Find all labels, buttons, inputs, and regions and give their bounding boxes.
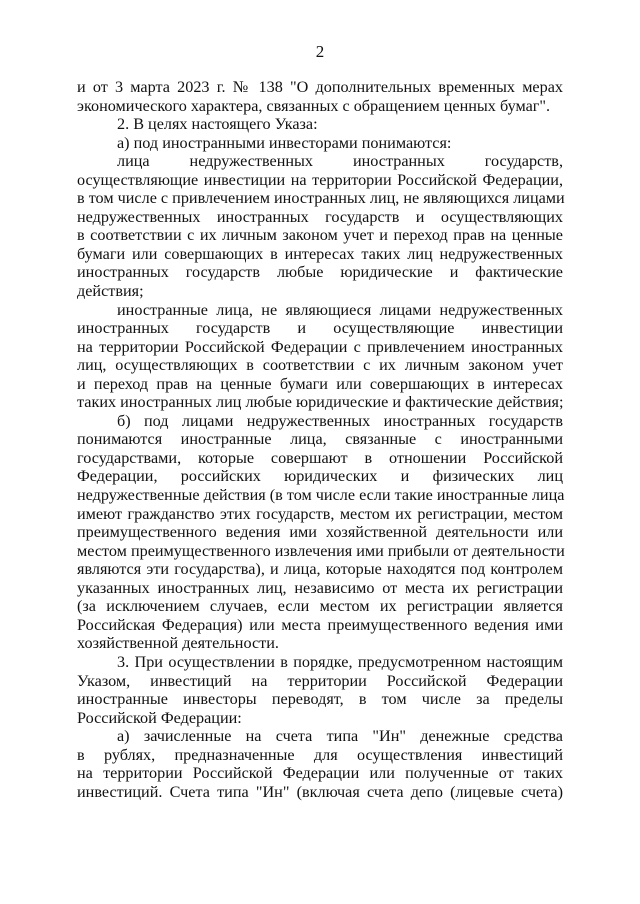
text-line: местом преимущественного извлечения ими прибыли от деятельности [77,541,565,560]
text-line: преимущественного ведения ими хозяйственной деятельности или [77,523,563,542]
text-line: указанных иностранных лиц, независимо от места их регистрации [77,578,563,597]
text-line: государствами, которые совершают в отношении Российской [77,448,563,467]
text-line: (за исключением случаев, если местом их регистрации является [77,597,563,616]
text-line: осуществляющие инвестиции на территории Российской Федерации, [77,170,563,189]
text-line: лица недружественных иностранных государств, [117,152,563,171]
text-line: на территории Российской Федерации с привлечением иностранных [77,337,563,356]
text-line: экономического характера, связанных с обращением ценных бумаг". [77,96,551,115]
text-line: бумаги или совершающих в интересах таких лиц недружественных [77,244,563,263]
text-line: а) под иностранными инвесторами понимаются: [117,133,452,152]
text-line: имеют гражданство этих государств, местом их регистрации, местом [77,504,563,523]
text-line: Российской Федерации: [77,708,242,727]
text-line: хозяйственной деятельности. [77,634,279,653]
text-line: Российская Федерация) или места преимущественного ведения ими [77,615,563,634]
page-number: 2 [315,42,325,61]
text-line: иностранные инвесторы переводят, в том числе за пределы [77,690,563,709]
text-line: Указом, инвестиций на территории Российской Федерации [77,671,563,690]
document-body [77,78,563,801]
text-line: являются эти государства), и лица, которые находятся под контролем [77,560,563,579]
text-line: и переход прав на ценные бумаги или совершающих в интересах [77,374,563,393]
text-line: в том числе с привлечением иностранных лиц, не являющихся лицами [77,189,565,208]
text-line: на территории Российской Федерации или полученные от таких [77,764,563,783]
text-line: таких иностранных лиц любые юридические и фактические действия; [77,393,564,412]
text-line: иностранных государств и осуществляющие инвестиции [77,319,563,338]
text-line: иностранных государств любые юридические и фактические [77,263,563,282]
text-line: инвестиций. Счета типа "Ин" (включая счета депо (лицевые счета) [77,782,563,801]
text-line: и от 3 марта 2023 г. № 138 "О дополнительных временных мерах [77,78,563,96]
text-line: недружественных иностранных государств и осуществляющих [77,207,563,226]
text-line: в соответствии с их личным законом учет и переход прав на ценные [77,226,563,245]
text-line: а) зачисленные на счета типа "Ин" денежные средства [117,727,563,746]
text-line: действия; [77,282,144,301]
text-line: иностранные лица, не являющиеся лицами недружественных [117,300,563,319]
text-line: 2. В целях настоящего Указа: [117,115,318,134]
text-line: лиц, осуществляющих в соответствии с их личным законом учет [77,356,563,375]
text-line: б) под лицами недружественных иностранных государств [117,411,563,430]
text-line: Федерации, российских юридических и физических лиц [77,467,563,486]
text-line: 3. При осуществлении в порядке, предусмотренном настоящим [117,652,563,671]
text-line: недружественные действия (в том числе если такие иностранные лица [77,486,565,505]
text-line: понимаются иностранные лица, связанные с иностранными [77,430,563,449]
text-line: в рублях, предназначенные для осуществления инвестиций [77,745,563,764]
